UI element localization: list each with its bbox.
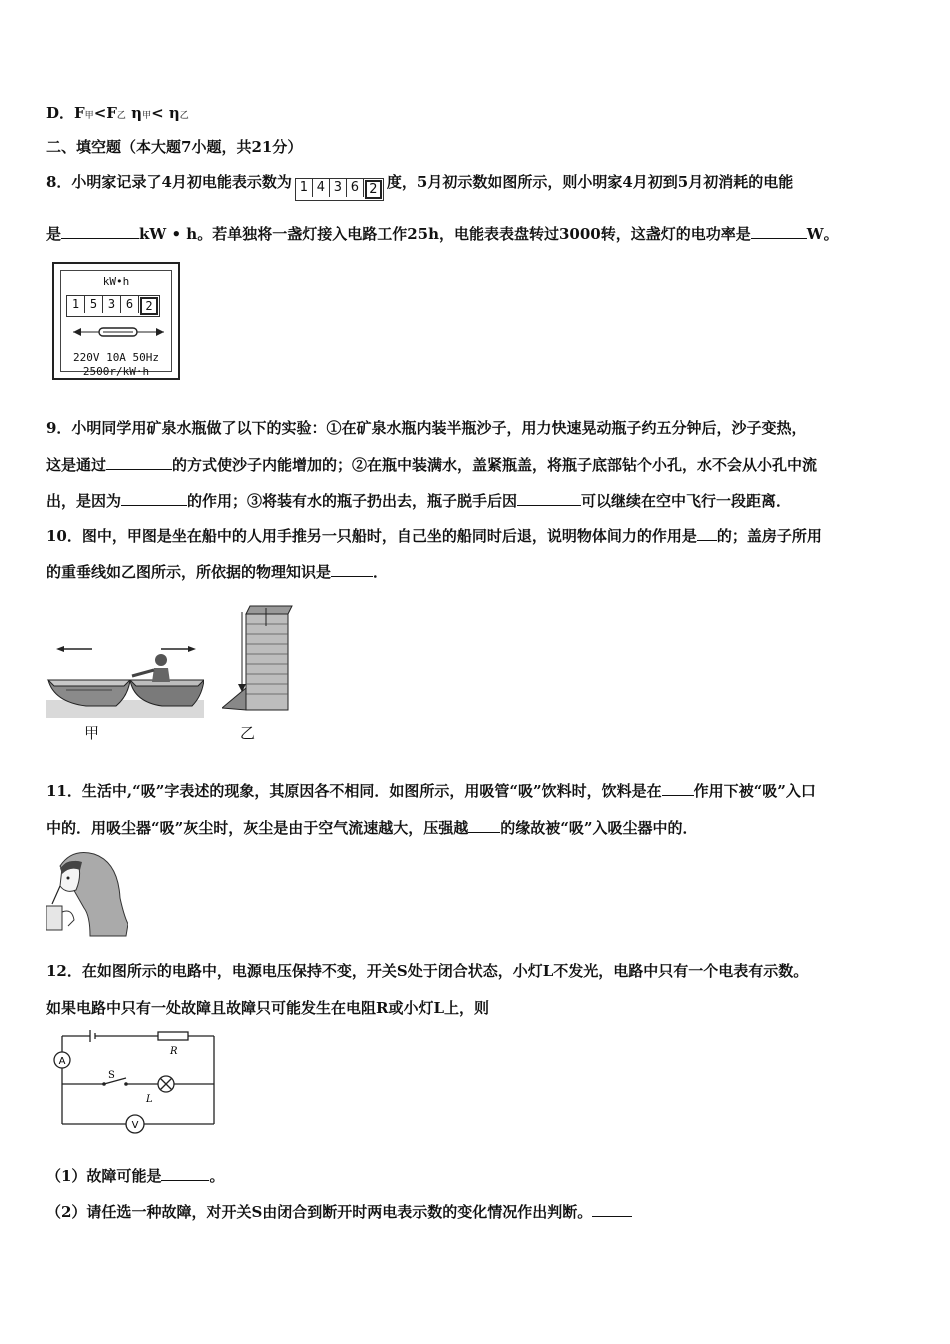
- option-d-text: η: [125, 104, 143, 122]
- option-d: [46, 103, 189, 126]
- q9-text: 的方式使沙子内能增加的；②在瓶中装满水，盖紧瓶盖，将瓶子底部钻个小孔，水不会从小孔中流: [172, 456, 818, 474]
- q8-text: kW • h。若单独将一盏灯接入电路工作25h，电能表表盘转过3000转，这盏灯的电功率是: [139, 225, 751, 243]
- answer-blank[interactable]: [121, 491, 187, 506]
- meter-rotor-icon: [71, 325, 166, 339]
- option-d-sub: 乙: [116, 111, 126, 121]
- april-meter-reading: [295, 178, 384, 201]
- q8-text: 是: [46, 225, 62, 243]
- digit: 1: [67, 296, 85, 313]
- question-8-line-1: [46, 172, 793, 201]
- q11-text: 作用下被“吸”入口: [693, 782, 816, 800]
- q10-text: 的；盖房子所用: [716, 527, 822, 545]
- digit-decimal: 2: [365, 180, 382, 199]
- answer-blank[interactable]: [751, 224, 807, 239]
- resistor-label: R: [170, 1046, 178, 1057]
- answer-blank[interactable]: [592, 1202, 632, 1217]
- q8-text: 度，5月初示数如图所示，则小明家4月初到5月初消耗的电能: [386, 173, 794, 191]
- ammeter-label: A: [58, 1056, 66, 1067]
- meter-face: [60, 270, 172, 378]
- question-8-line-2: [46, 224, 839, 244]
- switch-label: S: [108, 1070, 115, 1081]
- option-d-text: < η: [151, 104, 180, 122]
- digit: 6: [121, 296, 139, 313]
- answer-blank[interactable]: [662, 781, 694, 796]
- question-12-line-2: 如果电路中只有一处故障且故障只可能发生在电阻R或小灯L上，则: [46, 999, 490, 1017]
- meter-digits: [66, 295, 160, 317]
- answer-blank[interactable]: [61, 224, 139, 239]
- figure-label-yi: 乙: [240, 724, 256, 742]
- q11-text: 的缘故被“吸”入吸尘器中的．: [500, 819, 698, 837]
- answer-blank[interactable]: [161, 1166, 209, 1181]
- lamp-label: L: [146, 1094, 153, 1105]
- q11-text: 中的．用吸尘器“吸”灰尘时，灰尘是由于空气流速越大，压强越: [46, 819, 469, 837]
- question-12-line-1: 12．在如图所示的电路中，电源电压保持不变，开关S处于闭合状态，小灯L不发光，电路中只有一个电表有示数。: [46, 962, 809, 980]
- q9-text: 出，是因为: [46, 492, 122, 510]
- meter-spec-voltage: 220V 10A 50Hz: [72, 351, 160, 364]
- digit: 4: [313, 179, 330, 197]
- boat-push-figure: [46, 640, 204, 718]
- q8-text: 8．小明家记录了4月初电能表示数为: [46, 173, 292, 191]
- voltmeter-label: V: [131, 1120, 139, 1131]
- option-d-text: <F: [93, 104, 117, 122]
- plumb-line-figure: [222, 604, 294, 714]
- question-9-line-1: 9．小明同学用矿泉水瓶做了以下的实验：①在矿泉水瓶内装半瓶沙子，用力快速晃动瓶子约五分钟后，沙子变热，: [46, 419, 807, 437]
- option-d-sub: 乙: [179, 111, 189, 121]
- meter-unit-label: kW•h: [102, 275, 130, 288]
- q12-text: 。: [209, 1167, 225, 1185]
- option-d-text: D．F: [46, 104, 85, 122]
- q12-text: （2）请任选一种故障，对开关S由闭合到断开时两电表示数的变化情况作出判断。: [46, 1203, 593, 1221]
- digit: 3: [330, 179, 347, 197]
- answer-blank[interactable]: [517, 491, 581, 506]
- answer-blank[interactable]: [697, 526, 717, 541]
- q8-text: W。: [806, 225, 839, 243]
- question-11-line-2: [46, 818, 698, 838]
- girl-drinking-figure: [46, 846, 128, 944]
- q10-text: 10．图中，甲图是坐在船中的人用手推另一只船时，自己坐的船同时后退，说明物体间力的作用是: [46, 527, 697, 545]
- question-10-line-1: [46, 526, 822, 546]
- meter-spec-revolutions: 2500r/kW·h: [82, 365, 150, 378]
- digit: 5: [85, 296, 103, 313]
- question-10-line-2: [46, 562, 388, 582]
- section-title: 二、填空题（本大题7小题，共21分）: [46, 138, 303, 156]
- q10-text: ．: [373, 563, 389, 581]
- figure-label-jia: 甲: [84, 724, 100, 742]
- circuit-diagram: [48, 1028, 220, 1140]
- question-12-part-1: [46, 1166, 224, 1186]
- electric-meter-figure: [52, 262, 180, 380]
- digit: 1: [296, 179, 313, 197]
- answer-blank[interactable]: [106, 455, 172, 470]
- option-d-sub: 甲: [84, 111, 94, 121]
- digit-decimal: 2: [140, 297, 158, 315]
- question-9-line-2: [46, 455, 817, 475]
- option-d-sub: 甲: [142, 111, 152, 121]
- answer-blank[interactable]: [331, 562, 373, 577]
- question-12-part-2: [46, 1202, 632, 1222]
- q10-text: 的重垂线如乙图所示，所依据的物理知识是: [46, 563, 332, 581]
- q11-text: 11．生活中,“吸”字表述的现象，其原因各不相同．如图所示，用吸管“吸”饮料时，饮料是在: [46, 782, 662, 800]
- q9-text: 这是通过: [46, 456, 107, 474]
- q9-text: 可以继续在空中飞行一段距离．: [581, 492, 792, 510]
- q12-text: （1）故障可能是: [46, 1167, 162, 1185]
- digit: 3: [103, 296, 121, 313]
- question-11-line-1: [46, 781, 816, 801]
- digit: 6: [347, 179, 364, 197]
- question-9-line-3: [46, 491, 791, 511]
- q9-text: 的作用；③将装有水的瓶子扔出去，瓶子脱手后因: [187, 492, 518, 510]
- answer-blank[interactable]: [468, 818, 500, 833]
